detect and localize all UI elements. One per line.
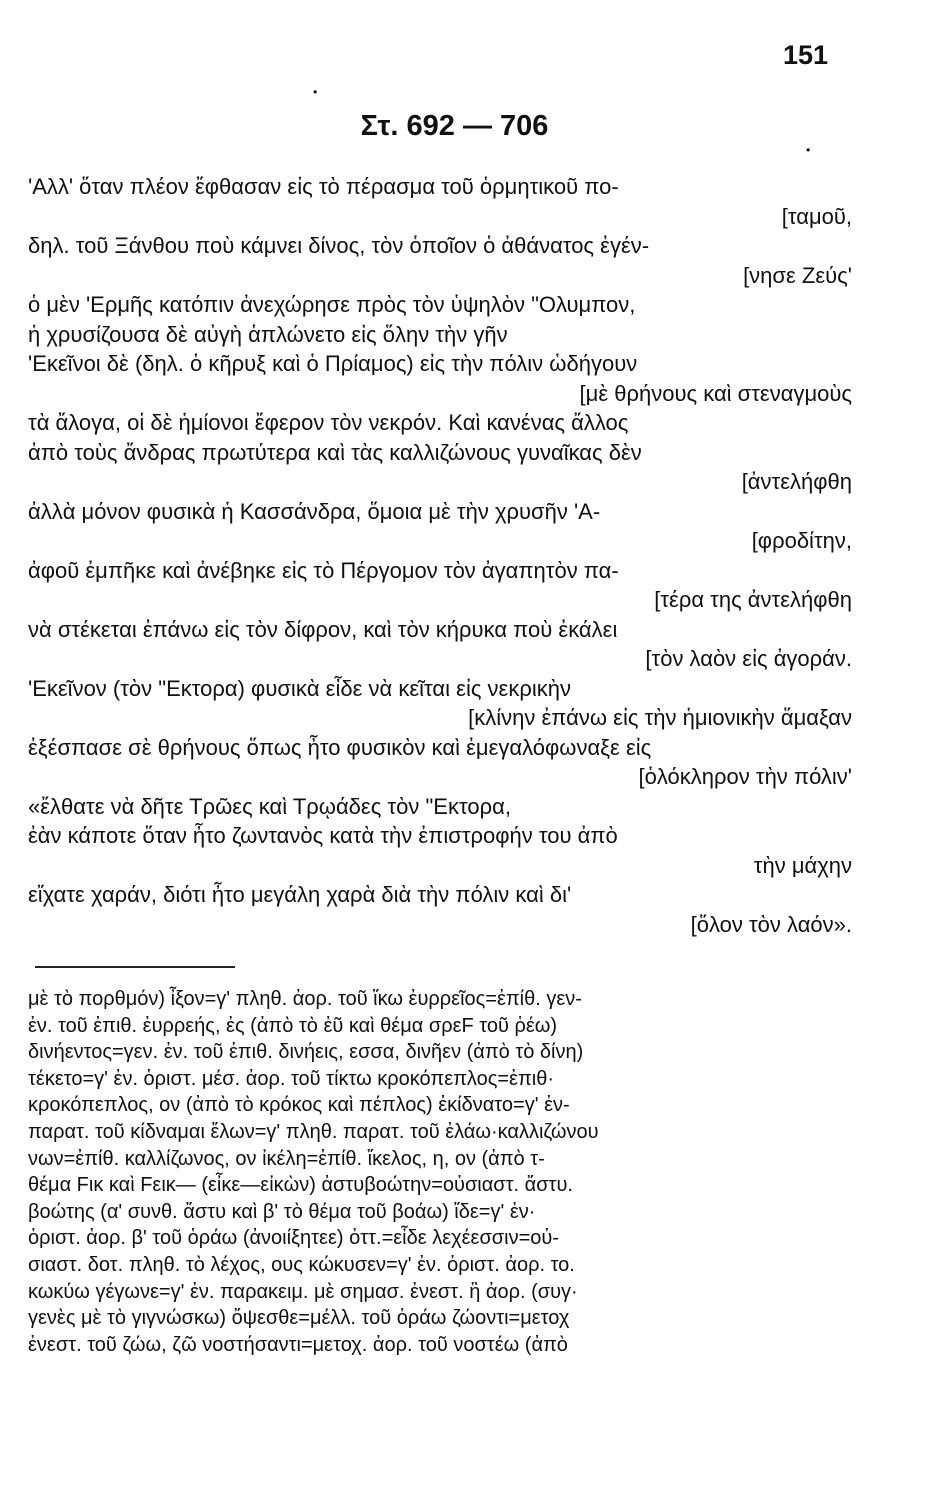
poem-line: ὁ μὲν 'Ερμῆς κατόπιν ἀνεχώρησε πρὸς τὸν ὑψηλὸν "Ολυμπον, (28, 292, 636, 317)
poem-continuation-line: [νησε Ζεύς' (743, 262, 852, 288)
poem-line: τὰ ἄλογα, οἱ δὲ ἡμίονοι ἔφερον τὸν νεκρόν. Καὶ κανένας ἄλλος (28, 410, 629, 435)
poem-line: εἴχατε χαράν, διότι ἦτο μεγάλη χαρὰ διὰ τὴν πόλιν καὶ δι' (28, 882, 572, 907)
poem-continuation-line: [ὅλον τὸν λαόν». (690, 911, 852, 937)
decorative-dot: · (312, 82, 319, 103)
footnote-line: δινήεντος=γεν. ἐν. τοῦ ἐπιθ. δινήεις, εσσα, δινῆεν (ἀπὸ τὸ δίνη) (28, 1041, 584, 1064)
footnote-line: τέκετο=γ' ἐν. ὁριστ. μέσ. ἀορ. τοῦ τίκτω κροκόπεπλος=ἐπιθ· (28, 1067, 554, 1090)
poem-line: 'Εκεῖνοι δὲ (δηλ. ὁ κῆρυξ καὶ ὁ Πρίαμος) εἰς τὴν πόλιν ὡδήγουν (28, 351, 638, 376)
page-heading: Στ. 692 — 706 (360, 110, 549, 142)
poem-line: ἀλλὰ μόνον φυσικὰ ἡ Κασσάνδρα, ὅμοια μὲ τὴν χρυσῆν 'Α- (28, 498, 601, 524)
poem-line: ἀπὸ τοὺς ἄνδρας πρωτύτερα καὶ τὰς καλλιζώνους γυναῖκας δὲν (28, 439, 642, 465)
footnote-line: παρατ. τοῦ κίδναμαι ἔλων=γ' πληθ. παρατ. τοῦ ἐλάω·καλλιζώνου (28, 1120, 599, 1143)
poem-continuation-line: [φροδίτην, (751, 528, 852, 553)
poem-line: «ἔλθατε νὰ δῆτε Τρῶες καὶ Τρῳάδες τὸν "Εκτορα, (28, 793, 511, 819)
footnote-line: ὁριστ. ἀορ. β' τοῦ ὁράω (ἀνοιίξητεε) ὀττ.=εἶδε λεχέεσσιν=οὐ- (28, 1227, 559, 1250)
footnote-line: κροκόπεπλος, ον (ἀπὸ τὸ κρόκος καὶ πέπλος) ἐκίδνατο=γ' ἐν- (28, 1094, 570, 1117)
poem-line: ἐξέσπασε σὲ θρήνους ὅπως ἦτο φυσικὸν καὶ ἐμεγαλόφωναξε εἰς (28, 734, 652, 760)
decorative-dot: · (805, 140, 812, 161)
poem-continuation-line: [ταμοῦ, (781, 203, 852, 229)
footnotes (28, 986, 858, 1358)
footnote-line: κωκύω γέγωνε=γ' ἐν. παρακειμ. μὲ σημασ. ἐνεστ. ἢ ἀορ. (συγ· (28, 1280, 578, 1303)
footnote-line: σιαστ. δοτ. πληθ. τὸ λέχος, ους κώκυσεν=γ' ἐν. ὁριστ. ἀορ. το. (28, 1253, 575, 1276)
poem-continuation-line: [κλίνην ἐπάνω εἰς τὴν ἡμιονικὴν ἅμαξαν (468, 705, 852, 730)
footnote-line: ἐν. τοῦ ἐπιθ. ἐυρρεής, ἐς (ἀπὸ τὸ ἐῦ καὶ θέμα σρεF τοῦ ῥέω) (28, 1014, 558, 1037)
page-number: 151 (783, 40, 829, 70)
footnote-line: νων=ἐπίθ. καλλίζωνος, ον ἰκέλη=ἐπίθ. ἴκελος, η, ον (ἀπὸ τ- (28, 1147, 545, 1170)
footnote-divider (35, 966, 235, 968)
footnote-line: γενὲς μὲ τὸ γιγνώσκω) ὄψεσθε=μέλλ. τοῦ ὁράω ζώοντι=μετοχ (28, 1307, 570, 1330)
poem-line: νὰ στέκεται ἐπάνω εἰς τὸν δίφρον, καὶ τὸν κήρυκα ποὺ ἐκάλει (28, 616, 618, 642)
footnote-line: ἐνεστ. τοῦ ζώω, ζῶ νοστήσαντι=μετοχ. ἀορ. τοῦ νοστέω (ἀπὸ (28, 1333, 568, 1356)
poem-line: ἐὰν κάποτε ὅταν ἦτο ζωντανὸς κατὰ τὴν ἐπιστροφήν του ἀπὸ (28, 823, 618, 848)
footnote-line: μὲ τὸ πορθμόν) ἶξον=γ' πληθ. ἀορ. τοῦ ἵκω ἐυρρεῖος=ἐπίθ. γεν- (28, 988, 582, 1010)
poem-continuation-line: [τὸν λαὸν εἰς ἀγοράν. (645, 646, 852, 671)
poem-continuation-line: [μὲ θρήνους καὶ στεναγμοὺς (579, 380, 852, 406)
poem-continuation-line: [ἀντελήφθη (741, 469, 852, 494)
poem-continuation-line: τὴν μάχην (753, 852, 852, 878)
poem-continuation-line: [τέρα της ἀντελήφθη (654, 587, 852, 612)
footnote-line: θέμα Fικ καὶ Fεικ— (εἶκε—εἰκὼν) ἀστυβοώτην=οὐσιαστ. ἄστυ. (28, 1174, 573, 1197)
poem-line: ἡ χρυσίζουσα δὲ αὐγὴ ἁπλώνετο εἰς ὅλην τὴν γῆν (28, 321, 508, 347)
poem-line: δηλ. τοῦ Ξάνθου ποὺ κάμνει δίνος, τὸν ὁποῖον ὁ ἀθάνατος ἐγέν- (28, 233, 650, 258)
poem-line: ἀφοῦ ἐμπῆκε καὶ ἀνέβηκε εἰς τὸ Πέργομον τὸν ἀγαπητὸν πα- (28, 557, 619, 583)
footnote-line: βοώτης (α' συνθ. ἄστυ καὶ β' τὸ θέμα τοῦ βοάω) ἴδε=γ' ἐν· (28, 1200, 536, 1223)
poem-text (28, 172, 858, 939)
poem-continuation-line: [ὁλόκληρον τὴν πόλιν' (638, 764, 852, 789)
poem-line: 'Αλλ' ὅταν πλέον ἔφθασαν εἰς τὸ πέρασμα τοῦ ὁρμητικοῦ πο- (28, 174, 619, 199)
poem-line: 'Εκεῖνον (τὸν "Εκτορα) φυσικὰ εἶδε νὰ κεῖται εἰς νεκρικὴν (28, 675, 571, 701)
